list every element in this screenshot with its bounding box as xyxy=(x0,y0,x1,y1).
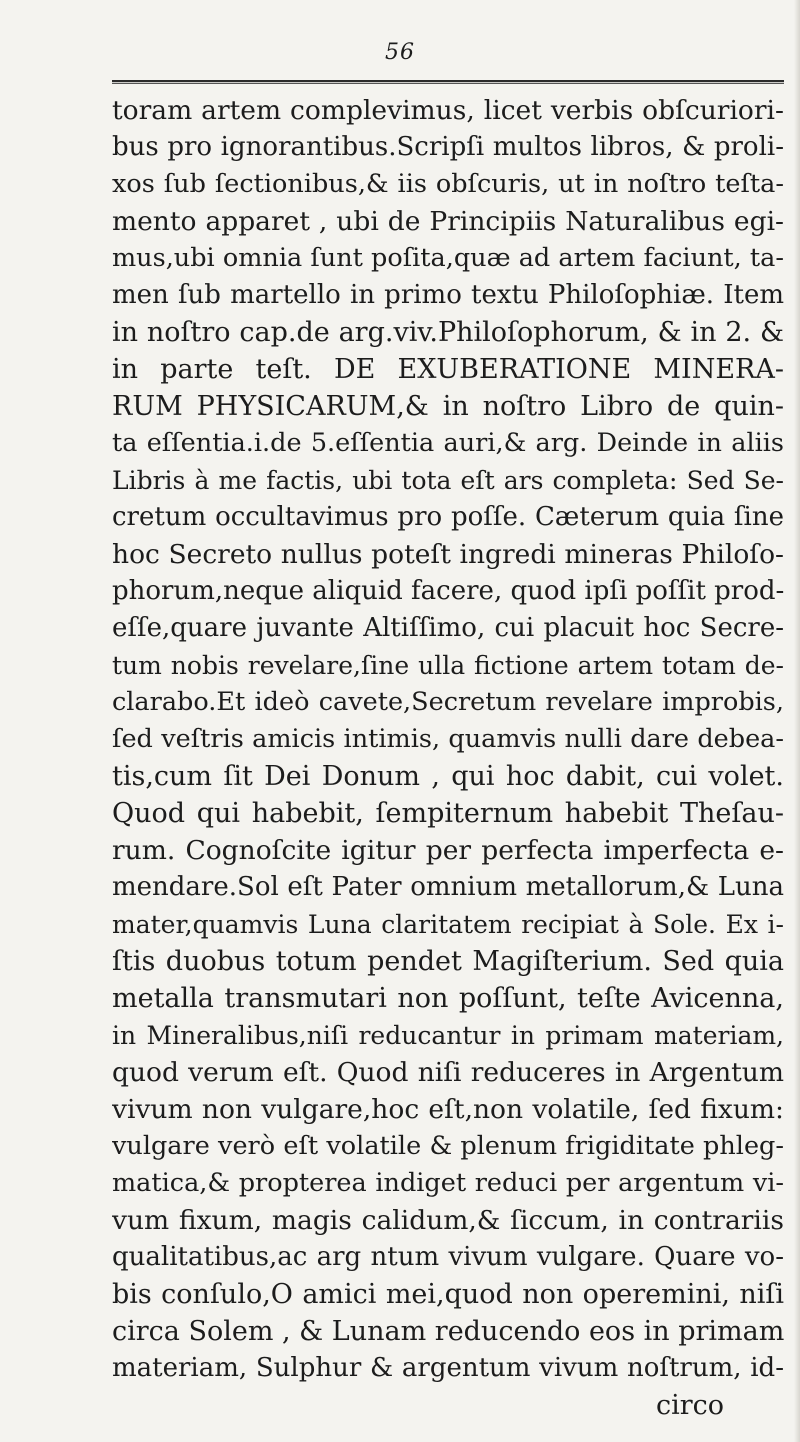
text-line: qualitatibus,ac arg ntum vivum vulgare. Quare vo- xyxy=(112,1242,784,1272)
text-line: ta eſſentia.i.de 5.eſſentia auri,& arg. Deinde in aliis xyxy=(112,428,784,458)
text-line: matica,& propterea indiget reduci per argentum vi- xyxy=(112,1168,784,1198)
text-line: metalla transmutari non poſſunt, teſte Avicenna, xyxy=(112,983,784,1014)
catchword: circo xyxy=(655,1390,724,1421)
text-line: circa Solem , & Lunam reducendo eos in primam xyxy=(112,1316,784,1347)
text-line: mendare.Sol eſt Pater omnium metallorum,& Luna xyxy=(112,872,784,902)
text-line: Quod qui habebit, ſempiternum habebit Theſau- xyxy=(112,798,784,829)
text-line: ſtis duobus totum pendet Magiſterium. Sed quia xyxy=(112,946,784,977)
text-line: RUM PHYSICARUM,& in noſtro Libro de quin- xyxy=(112,391,784,422)
text-line: mater,quamvis Luna claritatem recipiat à Sole. Ex i- xyxy=(112,910,784,939)
text-line: toram artem complevimus, licet verbis obſcuriori- xyxy=(112,95,784,126)
body-text xyxy=(112,92,784,1424)
text-line: vum fixum, magis calidum,& ſiccum, in contrariis xyxy=(112,1205,784,1236)
header-rule xyxy=(112,78,784,86)
text-line: mus,ubi omnia ſunt poſita,quæ ad artem faciunt, ta- xyxy=(112,243,784,273)
text-line: quod verum eſt. Quod niſi reduceres in Argentum xyxy=(112,1057,784,1088)
text-line: in noſtro cap.de arg.viv.Philoſophorum, & in 2. & xyxy=(112,317,784,348)
text-line: vivum non vulgare,hoc eſt,non volatile, ſed fixum: xyxy=(112,1094,784,1125)
text-line: cretum occultavimus pro poſſe. Cæterum quia ſine xyxy=(112,502,784,532)
page-edge xyxy=(794,0,800,1442)
text-line: hoc Secreto nullus poteſt ingredi mineras Philoſo- xyxy=(112,539,784,570)
text-line: tum nobis revelare,ſine ulla fictione artem totam de- xyxy=(112,651,784,680)
text-line: rum. Cognoſcite igitur per perfecta imperfecta e- xyxy=(112,835,784,866)
text-line: phorum,neque aliquid facere, quod ipſi poſſit prod- xyxy=(112,576,784,606)
text-line: materiam, Sulphur & argentum vivum noſtrum, id- xyxy=(112,1353,784,1383)
text-line: bis conſulo,O amici mei,quod non operemini, niſi xyxy=(112,1279,784,1310)
text-line: vulgare verò eſt volatile & plenum frigiditate phleg- xyxy=(112,1131,784,1161)
text-line: mento apparet , ubi de Principiis Naturalibus egi- xyxy=(112,206,784,237)
text-line: in parte teſt. DE EXUBERATIONE MINERA- xyxy=(112,354,784,385)
text-line: ſed veſtris amicis intimis, quamvis nulli dare debea- xyxy=(112,724,784,754)
text-line: in Mineralibus,niſi reducantur in primam materiam, xyxy=(112,1021,784,1050)
text-line: eſſe,quare juvante Altiſſimo, cui placuit hoc Secre- xyxy=(112,613,784,643)
text-line: Libris à me factis, ubi tota eſt ars completa: Sed Se- xyxy=(112,466,784,495)
text-line: men ſub martello in primo textu Philoſophiæ. Item xyxy=(112,280,784,310)
text-line: xos ſub ſectionibus,& iis obſcuris, ut in noſtro teſta- xyxy=(112,169,784,199)
text-line: tis,cum ſit Dei Donum , qui hoc dabit, cui volet. xyxy=(112,761,784,792)
page-number: 56 xyxy=(385,40,415,65)
text-line: bus pro ignorantibus.Scripſi multos libros, & proli- xyxy=(112,132,784,162)
text-line: clarabo.Et ideò cavete,Secretum revelare improbis, xyxy=(112,687,784,717)
